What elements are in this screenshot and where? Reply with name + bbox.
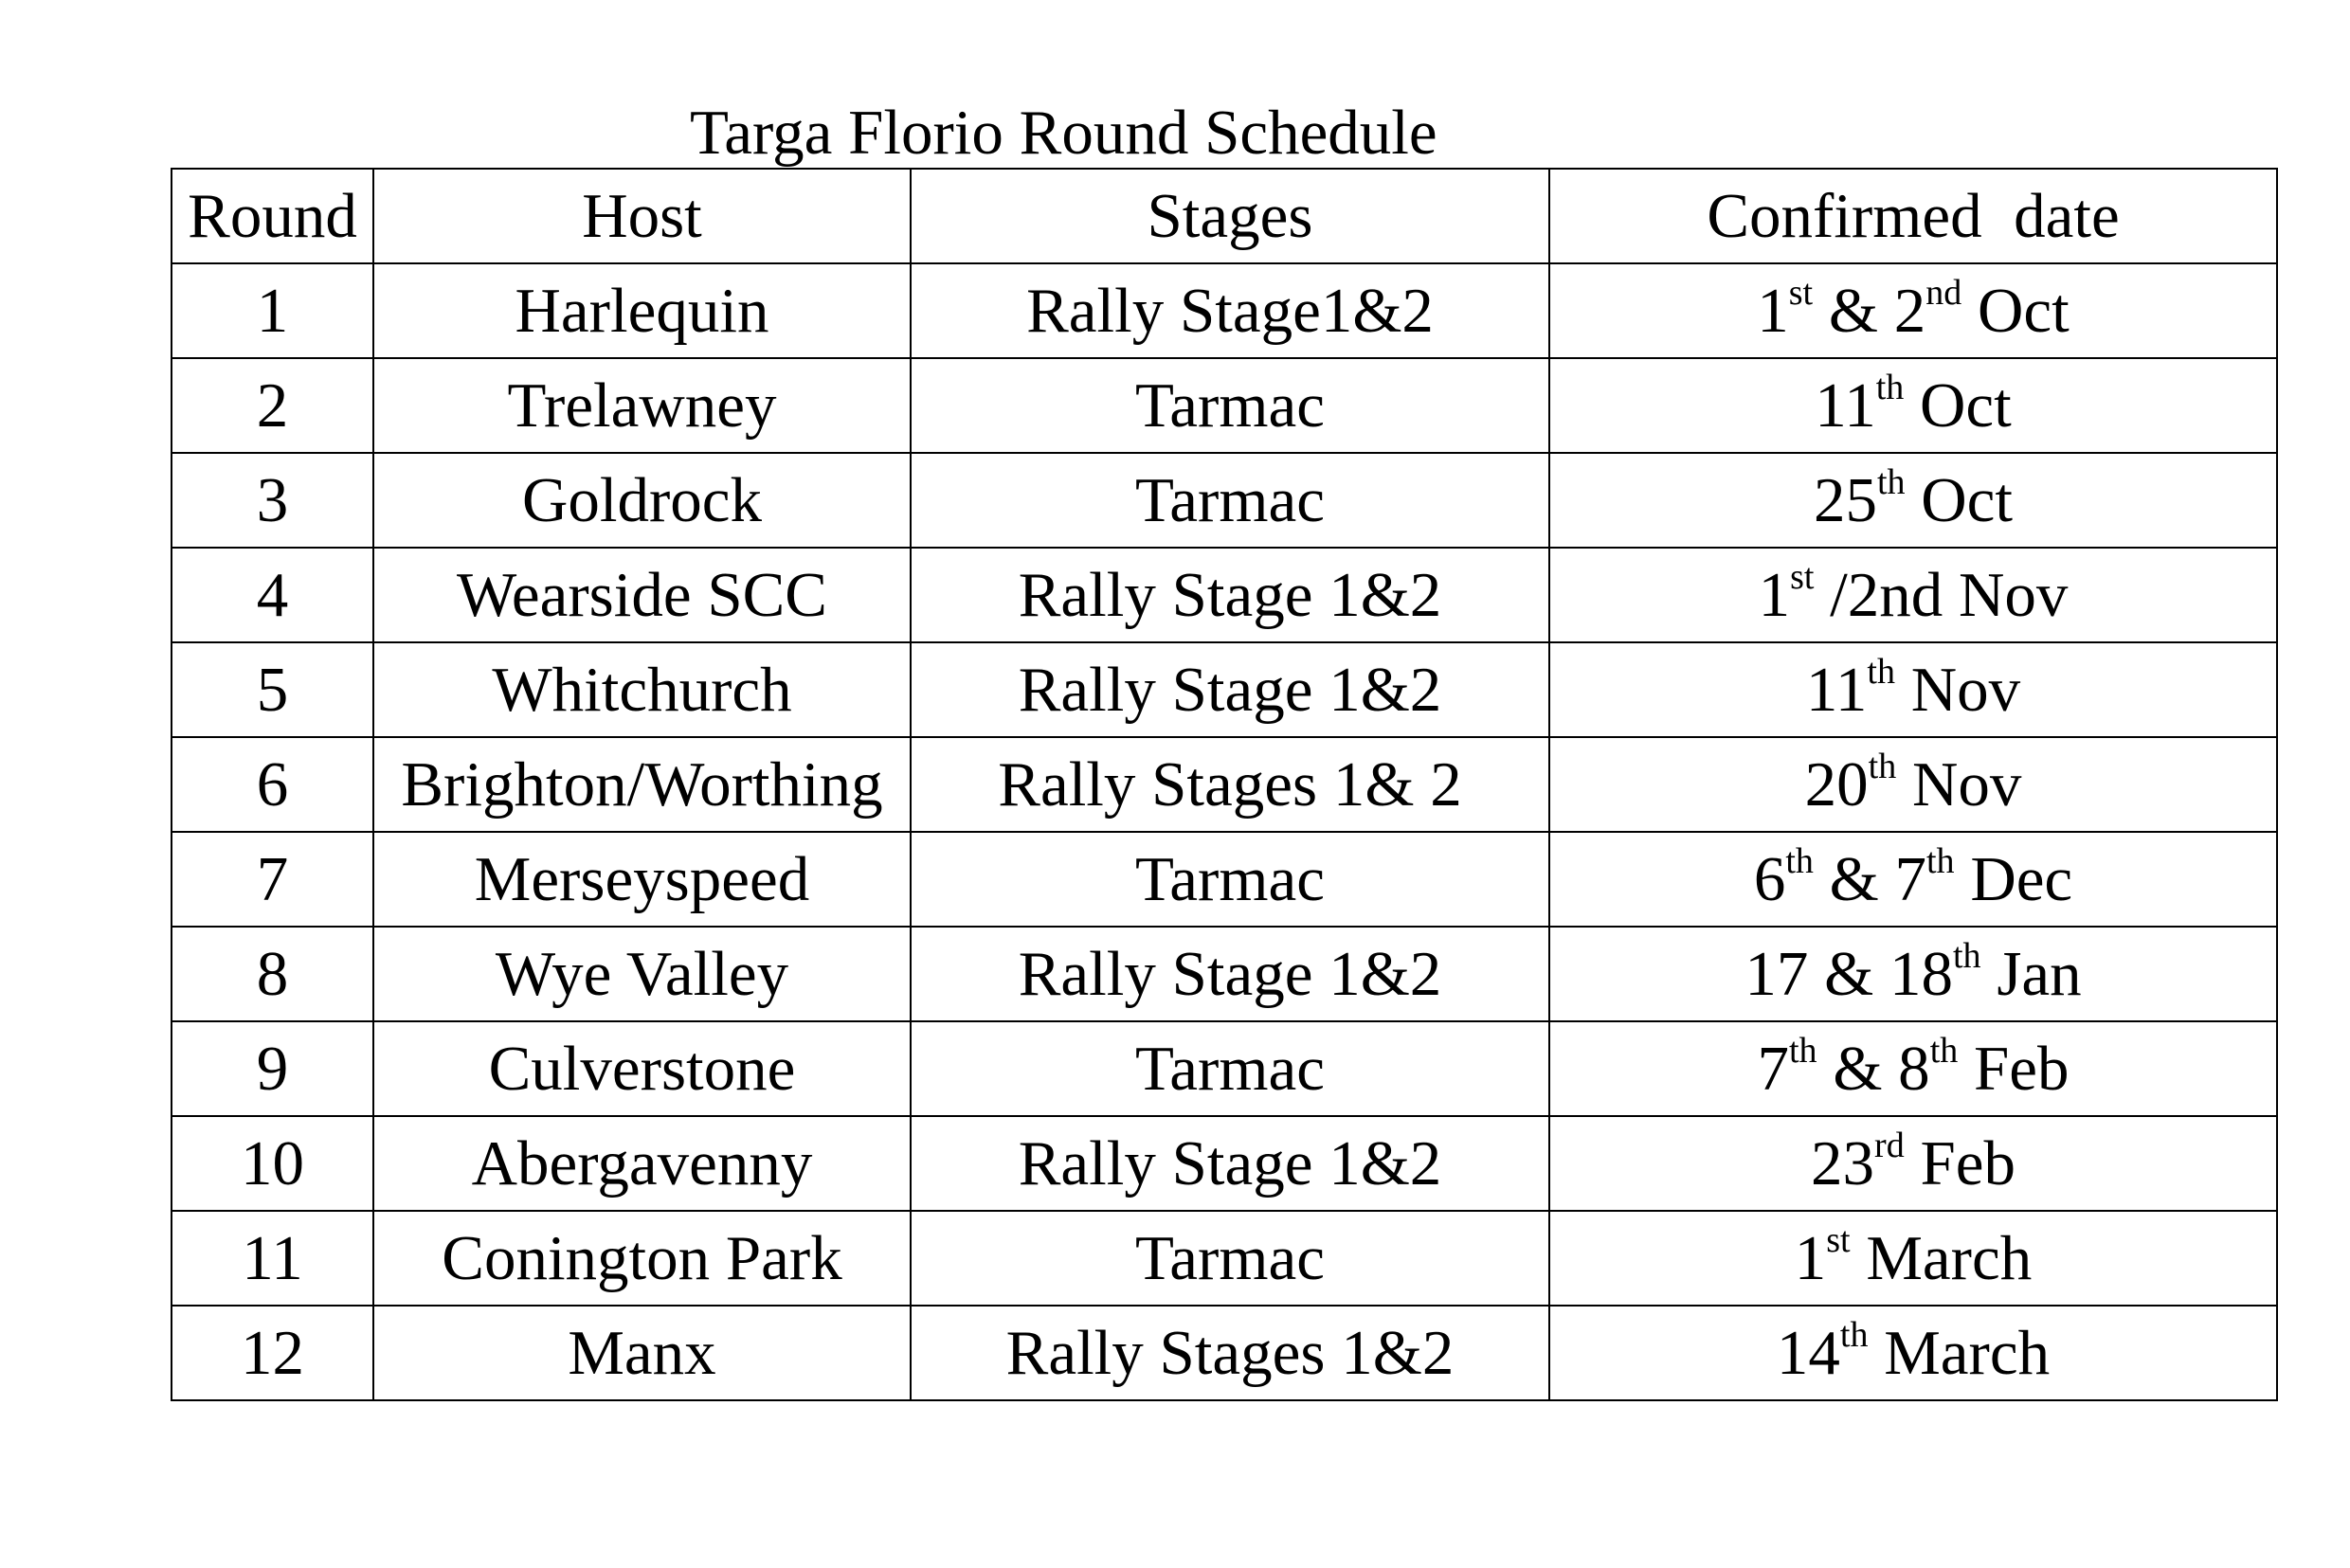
cell-stages: Tarmac	[911, 358, 1549, 453]
cell-stages: Rally Stage 1&2	[911, 927, 1549, 1021]
date-text: 11	[1805, 655, 1868, 725]
cell-round: 1	[172, 263, 373, 358]
date-ordinal-suffix: rd	[1874, 1125, 1905, 1165]
date-text: & 8	[1817, 1034, 1930, 1104]
cell-stages: Tarmac	[911, 1211, 1549, 1306]
date-text: Nov	[1894, 655, 2021, 725]
date-text: Feb	[1958, 1034, 2070, 1104]
cell-round: 5	[172, 642, 373, 737]
cell-confirmed-date	[1549, 263, 2277, 358]
date-text: Jan	[1980, 939, 2082, 1009]
date-ordinal-suffix: nd	[1925, 272, 1962, 313]
date-text: 23	[1811, 1128, 1875, 1199]
cell-round: 4	[172, 548, 373, 642]
date-text: March	[1850, 1223, 2033, 1293]
date-ordinal-suffix: th	[1789, 1030, 1817, 1071]
cell-confirmed-date	[1549, 548, 2277, 642]
date-ordinal-suffix: th	[1868, 746, 1897, 786]
cell-host: Brighton/Worthing	[373, 737, 911, 832]
cell-stages: Rally Stages 1&2	[911, 1306, 1549, 1400]
header-stages: Stages	[911, 169, 1549, 263]
cell-host: Abergavenny	[373, 1116, 911, 1211]
date-ordinal-suffix: th	[1876, 461, 1906, 502]
table-row	[172, 358, 2277, 453]
date-text: March	[1868, 1318, 2051, 1388]
table-row	[172, 548, 2277, 642]
document-title: Targa Florio Round Schedule	[690, 98, 1437, 168]
date-text: 1	[1758, 560, 1791, 630]
table-header-row	[172, 169, 2277, 263]
date-text: Nov	[1896, 749, 2022, 820]
table-body	[172, 169, 2277, 1400]
cell-host: Culverstone	[373, 1021, 911, 1116]
date-text: Oct	[1905, 465, 2014, 535]
date-text: 7	[1757, 1034, 1789, 1104]
cell-stages: Rally Stage 1&2	[911, 1116, 1549, 1211]
round-schedule-table	[171, 168, 2278, 1401]
header-confirmed-date: Confirmed date	[1549, 169, 2277, 263]
date-ordinal-suffix: th	[1875, 367, 1905, 407]
table-row	[172, 263, 2277, 358]
date-text: 1	[1794, 1223, 1827, 1293]
cell-host: Whitchurch	[373, 642, 911, 737]
date-text: 11	[1815, 370, 1876, 441]
cell-round: 12	[172, 1306, 373, 1400]
table-row	[172, 453, 2277, 548]
cell-confirmed-date	[1549, 1306, 2277, 1400]
date-text: & 7	[1813, 844, 1926, 914]
cell-host: Merseyspeed	[373, 832, 911, 927]
header-host: Host	[373, 169, 911, 263]
cell-host: Manx	[373, 1306, 911, 1400]
date-text: Oct	[1961, 276, 2070, 346]
cell-host: Wearside SCC	[373, 548, 911, 642]
cell-stages: Tarmac	[911, 1021, 1549, 1116]
cell-round: 6	[172, 737, 373, 832]
cell-confirmed-date	[1549, 642, 2277, 737]
cell-round: 8	[172, 927, 373, 1021]
date-ordinal-suffix: th	[1926, 840, 1955, 881]
date-ordinal-suffix: th	[1867, 651, 1895, 692]
table-row	[172, 1116, 2277, 1211]
cell-confirmed-date	[1549, 1116, 2277, 1211]
date-text: 25	[1813, 465, 1877, 535]
header-round: Round	[172, 169, 373, 263]
table-row	[172, 927, 2277, 1021]
table-row	[172, 642, 2277, 737]
table-row	[172, 1306, 2277, 1400]
date-ordinal-suffix: st	[1790, 556, 1815, 597]
cell-round: 11	[172, 1211, 373, 1306]
date-ordinal-suffix: th	[1785, 840, 1814, 881]
cell-host: Goldrock	[373, 453, 911, 548]
date-text: 1	[1757, 276, 1789, 346]
date-ordinal-suffix: th	[1929, 1030, 1959, 1071]
cell-confirmed-date	[1549, 832, 2277, 927]
cell-host: Wye Valley	[373, 927, 911, 1021]
cell-stages: Tarmac	[911, 453, 1549, 548]
cell-round: 7	[172, 832, 373, 927]
cell-round: 3	[172, 453, 373, 548]
date-text: 14	[1776, 1318, 1840, 1388]
date-text: & 2	[1813, 276, 1926, 346]
date-text: 6	[1753, 844, 1786, 914]
date-text: 17 & 18	[1744, 939, 1953, 1009]
table-row	[172, 1021, 2277, 1116]
cell-confirmed-date	[1549, 737, 2277, 832]
cell-confirmed-date	[1549, 1211, 2277, 1306]
date-text: /2nd Nov	[1814, 560, 2069, 630]
cell-confirmed-date	[1549, 1021, 2277, 1116]
date-ordinal-suffix: th	[1839, 1314, 1869, 1355]
table-row	[172, 737, 2277, 832]
cell-round: 10	[172, 1116, 373, 1211]
date-ordinal-suffix: st	[1826, 1219, 1851, 1260]
cell-confirmed-date	[1549, 358, 2277, 453]
cell-host: Trelawney	[373, 358, 911, 453]
date-text: Feb	[1904, 1128, 2016, 1199]
cell-confirmed-date	[1549, 927, 2277, 1021]
cell-round: 9	[172, 1021, 373, 1116]
cell-stages: Rally Stage 1&2	[911, 548, 1549, 642]
cell-host: Conington Park	[373, 1211, 911, 1306]
date-text: Dec	[1954, 844, 2073, 914]
cell-stages: Rally Stage 1&2	[911, 642, 1549, 737]
cell-stages: Tarmac	[911, 832, 1549, 927]
date-ordinal-suffix: st	[1788, 272, 1814, 313]
cell-round: 2	[172, 358, 373, 453]
table-row	[172, 1211, 2277, 1306]
cell-stages: Rally Stage1&2	[911, 263, 1549, 358]
table-row	[172, 832, 2277, 927]
cell-confirmed-date	[1549, 453, 2277, 548]
date-text: Oct	[1904, 370, 2012, 441]
date-ordinal-suffix: th	[1953, 935, 1981, 976]
cell-stages: Rally Stages 1& 2	[911, 737, 1549, 832]
cell-host: Harlequin	[373, 263, 911, 358]
date-text: 20	[1804, 749, 1869, 820]
